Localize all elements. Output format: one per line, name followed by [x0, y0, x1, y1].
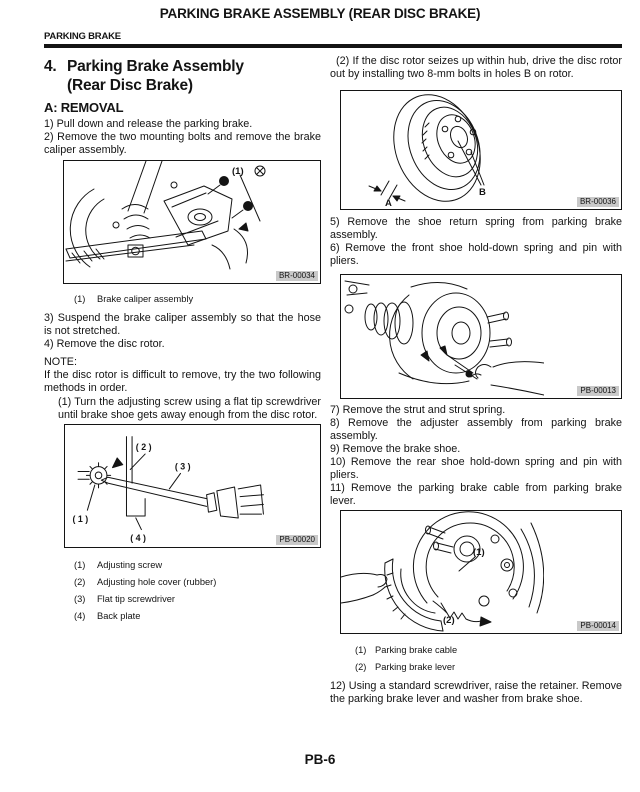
step-12: 12) Using a standard screwdriver, raise the retainer. Remove the parking brake lever and washer from brake shoe.	[330, 680, 622, 705]
figure-caption-row	[330, 642, 622, 659]
figure-caption-row	[44, 591, 321, 608]
fig-backplate-label-1: (1)	[473, 547, 485, 558]
figure-brake-caliper	[63, 160, 321, 284]
step-1: 1) Pull down and release the parking brake.	[44, 118, 253, 130]
caption-text: Adjusting screw	[97, 560, 163, 570]
figure-caption-row	[44, 293, 321, 305]
left-column	[44, 57, 321, 625]
figure-disc-rotor	[340, 90, 622, 210]
step-10: 10) Remove the rear shoe hold-down spring and pin with pliers.	[330, 456, 622, 481]
right-column	[330, 55, 622, 706]
step-9: 9) Remove the brake shoe.	[330, 443, 461, 455]
figure-caption-row	[44, 574, 321, 591]
caption-text: Adjusting hole cover (rubber)	[97, 577, 217, 587]
section-title-line2: (Rear Disc Brake)	[67, 77, 193, 94]
figure-adjusting-screw	[64, 424, 321, 548]
figure-code-pb00020: PB-00020	[276, 535, 318, 545]
note-text: If the disc rotor is difficult to remove, try the two following methods in order.	[44, 369, 321, 394]
method-2: (2) If the disc rotor seizes up within hub, drive the disc rotor out by installing two 8-mm bolts in holes B on rotor.	[330, 55, 622, 80]
fig-caliper-label-1: (1)	[232, 166, 244, 177]
fig-adjuster-label-3: ( 3 )	[174, 461, 191, 472]
caption-number: (1)	[355, 645, 367, 655]
caption-text: Parking brake cable	[375, 645, 458, 655]
figure-back-plate-cable	[340, 510, 622, 634]
adjusting-screw-illustration	[65, 425, 269, 547]
step-4: 4) Remove the disc rotor.	[44, 338, 165, 350]
step-8: 8) Remove the adjuster assembly from parking brake assembly.	[330, 417, 622, 442]
fig-rotor-label-b: B	[479, 187, 486, 198]
fig-rotor-label-a: A	[385, 198, 392, 209]
section-title-line1: Parking Brake Assembly	[67, 58, 244, 75]
step-7: 7) Remove the strut and strut spring.	[330, 404, 506, 416]
caption-number: (1)	[74, 560, 86, 570]
section-heading	[44, 57, 321, 95]
chapter-label: PARKING BRAKE	[44, 31, 121, 42]
figure-code-br00036: BR-00036	[577, 197, 619, 207]
step-5: 5) Remove the shoe return spring from parking brake assembly.	[330, 216, 622, 241]
step-11: 11) Remove the parking brake cable from parking brake lever.	[330, 482, 622, 507]
figure-caption-row	[44, 608, 321, 625]
page-number: PB-6	[304, 752, 336, 767]
caption-text: Flat tip screwdriver	[97, 594, 176, 604]
caption-text: Parking brake lever	[375, 662, 456, 672]
caption-number: (2)	[355, 662, 367, 672]
figure-code-pb00013: PB-00013	[577, 386, 619, 396]
figure-code-br00034: BR-00034	[276, 271, 318, 281]
removal-heading: A: REMOVAL	[44, 100, 124, 115]
figure-code-pb00014: PB-00014	[577, 621, 619, 631]
caption-number: (2)	[74, 577, 86, 587]
brake-caliper-illustration	[64, 161, 268, 283]
page-title: PARKING BRAKE ASSEMBLY (REAR DISC BRAKE)	[159, 6, 481, 21]
caption-text: Brake caliper assembly	[97, 294, 194, 304]
fig-adjuster-label-4: ( 4 )	[130, 533, 146, 544]
hub-pliers-illustration	[341, 275, 544, 398]
section-number: 4.	[44, 58, 57, 75]
header-rule	[44, 44, 622, 48]
figure-hub-pliers	[340, 274, 622, 399]
caption-number: (1)	[74, 294, 86, 304]
fig-adjuster-label-1: ( 1 )	[72, 513, 89, 524]
step-6: 6) Remove the front shoe hold-down spring and pin with pliers.	[330, 242, 622, 267]
method-1: (1) Turn the adjusting screw using a flat tip screwdriver until brake shoe gets away enough from the disc rotor.	[58, 396, 321, 421]
figure-caption-row	[330, 659, 622, 676]
disc-rotor-illustration	[341, 91, 544, 209]
step-2: 2) Remove the two mounting bolts and remove the brake caliper assembly.	[44, 131, 321, 156]
back-plate-illustration	[341, 511, 544, 633]
step-3: 3) Suspend the brake caliper assembly so that the hose is not stretched.	[44, 312, 321, 337]
note-label: NOTE:	[44, 356, 77, 368]
fig-adjuster-label-2: ( 2 )	[135, 442, 152, 453]
caption-number: (3)	[74, 594, 86, 604]
fig-backplate-label-2: (2)	[443, 615, 455, 626]
caption-number: (4)	[74, 611, 86, 621]
figure-caption-row	[44, 557, 321, 574]
caption-text: Back plate	[97, 611, 141, 621]
figure-caption-list	[44, 557, 321, 625]
figure-caption-list	[330, 642, 622, 676]
section-title	[67, 57, 244, 95]
